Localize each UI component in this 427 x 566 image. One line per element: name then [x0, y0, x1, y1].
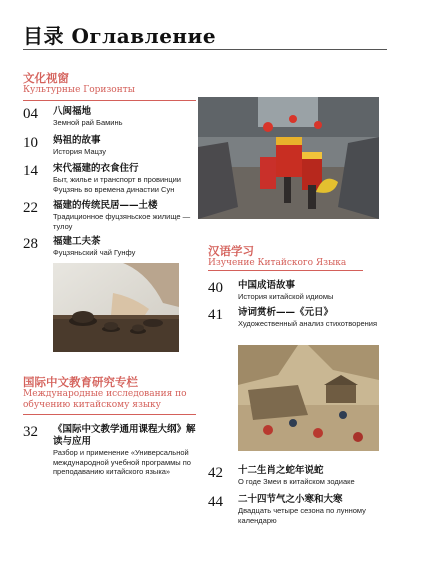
entry-title-zh: 福建工夫茶 — [53, 236, 101, 247]
toc-entry[interactable] — [208, 307, 378, 329]
section-research-divider — [23, 414, 196, 415]
entry-title-ru: Разбор и применение «Универсальной международной учебной программы по преподаванию китайского языка» — [53, 448, 191, 476]
entry-title-ru: Фуцзяньский чай Гунфу — [53, 248, 136, 257]
section-language-title-zh: 汉语学习 — [208, 244, 254, 258]
toc-entry[interactable] — [23, 200, 196, 231]
entry-title-zh: 中国成语故事 — [238, 280, 296, 291]
section-research-title-ru: Международные исследования по обучению китайскому языку — [23, 389, 187, 410]
toc-entry[interactable] — [23, 106, 193, 128]
entry-title-ru: Художественный анализ стихотворения — [238, 319, 378, 328]
entry-title-ru: Двадцать четыре сезона по лунному календарю — [238, 506, 366, 525]
toc-entry[interactable] — [23, 424, 198, 477]
page-number: 10 — [23, 135, 38, 151]
entry-title-ru: История китайской идиомы — [238, 292, 334, 301]
entry-title-ru: Традиционное фуцзяньское жилище — тулоу — [53, 212, 191, 231]
entry-title-zh: 《国际中文教学通用课程大纲》解读与应用 — [53, 424, 196, 447]
toc-entry[interactable] — [23, 236, 193, 258]
section-language-heading — [208, 244, 346, 269]
section-language-divider — [208, 270, 363, 271]
section-culture-divider — [23, 100, 196, 101]
section-culture-heading — [23, 71, 135, 96]
section-language-title-ru: Изучение Китайского Языка — [208, 258, 347, 268]
section-culture-title-ru: Культурные Горизонты — [23, 85, 135, 95]
entry-title-ru: Быт, жилье и транспорт в провинции Фуцзянь во времена династии Сун — [53, 175, 181, 194]
entry-title-zh: 二十四节气之小寒和大寒 — [238, 494, 343, 505]
section-research-heading — [23, 375, 198, 411]
page-title: 目录 Оглавление — [23, 24, 217, 48]
page-number: 40 — [208, 280, 223, 296]
title-divider — [23, 49, 387, 50]
page-number: 04 — [23, 106, 38, 122]
section-culture-title-zh: 文化视窗 — [23, 71, 69, 85]
section-research-title-zh: 国际中文教育研究专栏 — [23, 375, 138, 389]
page-number: 32 — [23, 424, 38, 440]
toc-entry[interactable] — [23, 163, 196, 194]
toc-entry[interactable] — [23, 135, 193, 157]
entry-title-ru: Земной рай Баминь — [53, 118, 123, 127]
entry-title-ru: История Мацзу — [53, 147, 106, 156]
toc-entry[interactable] — [208, 465, 378, 487]
entry-title-zh: 八闽福地 — [53, 106, 92, 117]
page-number: 42 — [208, 465, 223, 481]
entry-title-ru: О годе Змеи в китайском зодиаке — [238, 477, 355, 486]
classical-painting-photo — [238, 345, 379, 451]
entry-title-zh: 诗词赏析——《元日》 — [238, 307, 334, 318]
entry-title-zh: 十二生肖之蛇年说蛇 — [238, 465, 324, 476]
entry-title-zh: 福建的传统民居——土楼 — [53, 200, 158, 211]
page-number: 44 — [208, 494, 223, 510]
page-number: 41 — [208, 307, 223, 323]
festival-procession-photo — [198, 97, 379, 219]
entry-title-zh: 妈祖的故事 — [53, 135, 101, 146]
toc-entry[interactable] — [208, 494, 378, 525]
page-number: 14 — [23, 163, 38, 179]
page-number: 22 — [23, 200, 38, 216]
toc-entry[interactable] — [208, 280, 378, 302]
page-number: 28 — [23, 236, 38, 252]
tea-ceremony-photo — [53, 263, 179, 352]
entry-title-zh: 宋代福建的衣食住行 — [53, 163, 139, 174]
